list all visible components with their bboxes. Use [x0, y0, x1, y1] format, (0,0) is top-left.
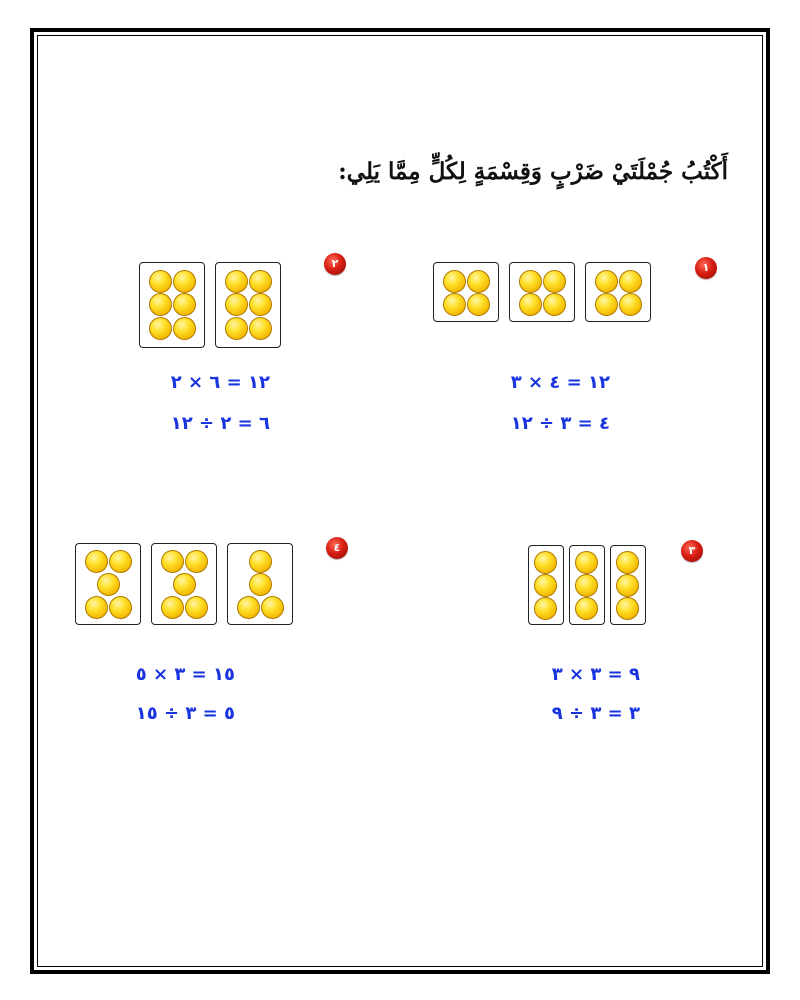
exercise-1-marker: ١: [695, 257, 717, 279]
counter-dot: [225, 317, 248, 340]
counter-group: [509, 262, 575, 322]
counter-dot: [467, 293, 490, 316]
counter-dot: [249, 293, 272, 316]
counter-dot: [619, 293, 642, 316]
counter-dot: [225, 293, 248, 316]
counter-group: [433, 262, 499, 322]
exercise-3-marker: ٣: [681, 540, 703, 562]
exercise-1-multiplication: ١٢ = ٤ × ٣: [510, 372, 610, 393]
counter-dot: [85, 550, 108, 573]
counter-group: [569, 545, 605, 625]
counter-dot: [173, 317, 196, 340]
exercise-4-multiplication: ١٥ = ٣ × ٥: [135, 664, 235, 685]
counter-dot: [616, 551, 639, 574]
counter-group: [610, 545, 646, 625]
instruction-heading: أَكْتُبُ جُمْلَتَيْ ضَرْبٍ وَقِسْمَةٍ لِكُلٍّ مِمَّا يَلِي:: [338, 158, 728, 185]
counter-dot: [249, 270, 272, 293]
counter-dot: [185, 550, 208, 573]
counter-dot: [237, 596, 260, 619]
exercise-4-counters: [75, 543, 293, 625]
counter-dot: [149, 317, 172, 340]
exercise-4-division: ٥ = ٣ ÷ ١٥: [135, 703, 235, 724]
counter-dot: [543, 270, 566, 293]
exercise-4-marker: ٤: [326, 537, 348, 559]
counter-dot: [616, 597, 639, 620]
counter-dot: [161, 550, 184, 573]
counter-dot: [149, 270, 172, 293]
exercise-3-counters: [528, 545, 646, 625]
counter-group: [151, 543, 217, 625]
counter-dot: [249, 317, 272, 340]
counter-dot: [575, 597, 598, 620]
counter-dot: [575, 551, 598, 574]
counter-dot: [616, 574, 639, 597]
counter-dot: [173, 573, 196, 596]
exercise-2-division: ٦ = ٢ ÷ ١٢: [170, 413, 270, 434]
exercise-2-counters: [139, 262, 281, 348]
counter-dot: [97, 573, 120, 596]
counter-dot: [149, 293, 172, 316]
counter-group: [585, 262, 651, 322]
counter-group: [75, 543, 141, 625]
counter-dot: [534, 551, 557, 574]
counter-group: [139, 262, 205, 348]
exercise-2-multiplication: ١٢ = ٦ × ٢: [170, 372, 270, 393]
counter-group: [528, 545, 564, 625]
counter-dot: [185, 596, 208, 619]
counter-dot: [443, 293, 466, 316]
counter-dot: [109, 596, 132, 619]
counter-dot: [109, 550, 132, 573]
counter-dot: [595, 293, 618, 316]
counter-dot: [519, 270, 542, 293]
counter-dot: [619, 270, 642, 293]
counter-dot: [534, 597, 557, 620]
exercise-1-counters: [433, 262, 651, 322]
counter-dot: [225, 270, 248, 293]
counter-dot: [575, 574, 598, 597]
counter-dot: [85, 596, 108, 619]
counter-dot: [443, 270, 466, 293]
counter-dot: [249, 573, 272, 596]
exercise-3-multiplication: ٩ = ٣ × ٣: [551, 664, 640, 685]
counter-dot: [249, 550, 272, 573]
counter-dot: [261, 596, 284, 619]
counter-group: [215, 262, 281, 348]
counter-dot: [519, 293, 542, 316]
counter-dot: [543, 293, 566, 316]
counter-dot: [595, 270, 618, 293]
counter-dot: [467, 270, 490, 293]
exercise-1-division: ٤ = ٣ ÷ ١٢: [510, 413, 610, 434]
exercise-2-marker: ٢: [324, 253, 346, 275]
counter-dot: [173, 293, 196, 316]
counter-dot: [534, 574, 557, 597]
counter-dot: [173, 270, 196, 293]
counter-group: [227, 543, 293, 625]
counter-dot: [161, 596, 184, 619]
exercise-3-division: ٣ = ٣ ÷ ٩: [551, 703, 640, 724]
